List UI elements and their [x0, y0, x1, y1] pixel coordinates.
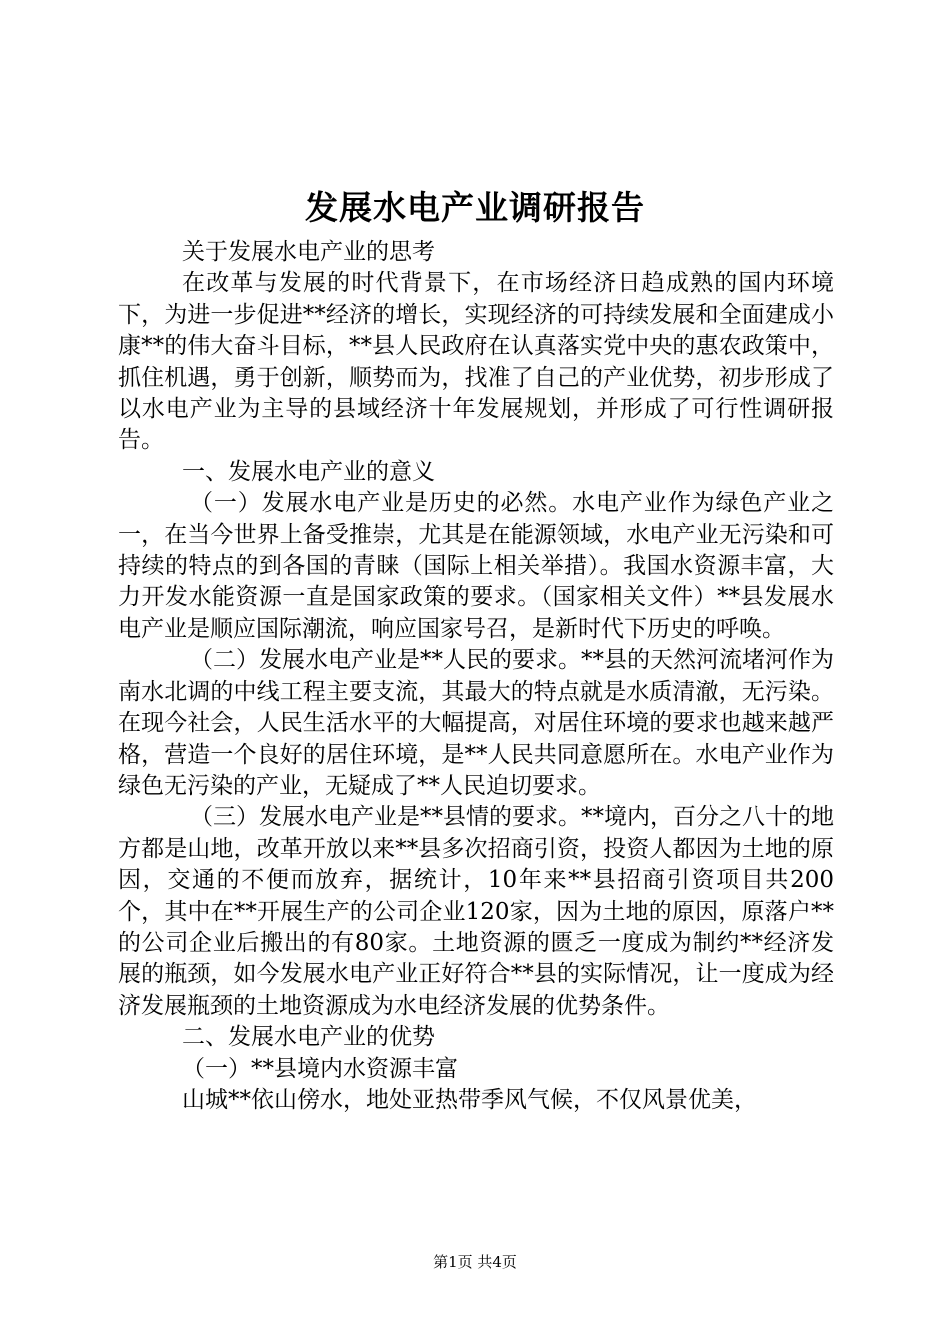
- section-heading-advantages: 二、发展水电产业的优势: [182, 1024, 435, 1051]
- paragraph-water: 山城**依山傍水，地处亚热带季风气候，不仅风景优美，: [182, 1086, 757, 1113]
- document-title: 发展水电产业调研报告: [305, 188, 645, 227]
- paragraph-intro: 在改革与发展的时代背景下，在市场经济日趋成熟的国内环境下，为进一步促进**经济的增长，实现经济的可持续发展和全面建成小康**的伟大奋斗目标，**县人民政府在认真落实党中央的惠农政策中，抓住机遇，勇于创新，顺势而为，找准了自己的产业优势，初步形成了以水电产业为主导的县域经济十年发展规划，并形成了可行性调研报告。: [118, 270, 834, 454]
- paragraph-significance-2: （二）发展水电产业是**人民的要求。**县的天然河流堵河作为南水北调的中线工程主要支流，其最大的特点就是水质清澈，无污染。在现今社会，人民生活水平的大幅提高，对居住环境的要求也越来越严格，营造一个良好的居住环境，是**人民共同意愿所在。水电产业作为绿色无污染的产业，无疑成了**人民迫切要求。: [118, 647, 834, 799]
- section-heading-significance: 一、发展水电产业的意义: [182, 458, 435, 485]
- paragraph-significance-3: （三）发展水电产业是**县情的要求。**境内，百分之八十的地方都是山地，改革开放以来**县多次招商引资，投资人都因为土地的原因，交通的不便而放弃，据统计，10年来**县招商引资项目共200个，其中在**开展生产的公司企业120家，因为土地的原因，原落户**的公司企业后搬出的有80家。土地资源的匮乏一度成为制约**经济发展的瓶颈，如今发展水电产业正好符合**县的实际情况，让一度成为经济发展瓶颈的土地资源成为水电经济发展的优势条件。: [118, 804, 834, 1019]
- paragraph-significance-1: （一）发展水电产业是历史的必然。水电产业作为绿色产业之一，在当今世界上备受推崇，尤其是在能源领域，水电产业无污染和可持续的特点的到各国的青睐（国际上相关举措）。我国水资源丰富，大力开发水能资源一直是国家政策的要求。（国家相关文件）**县发展水电产业是顺应国际潮流，响应国家号召，是新时代下历史的呼唤。: [118, 490, 834, 642]
- subsection-heading-water: （一）**县境内水资源丰富: [182, 1055, 458, 1082]
- document-body: [118, 237, 834, 1116]
- paragraph-subtitle: 关于发展水电产业的思考: [182, 239, 435, 265]
- page-footer: 第1页 共4页: [433, 1253, 517, 1271]
